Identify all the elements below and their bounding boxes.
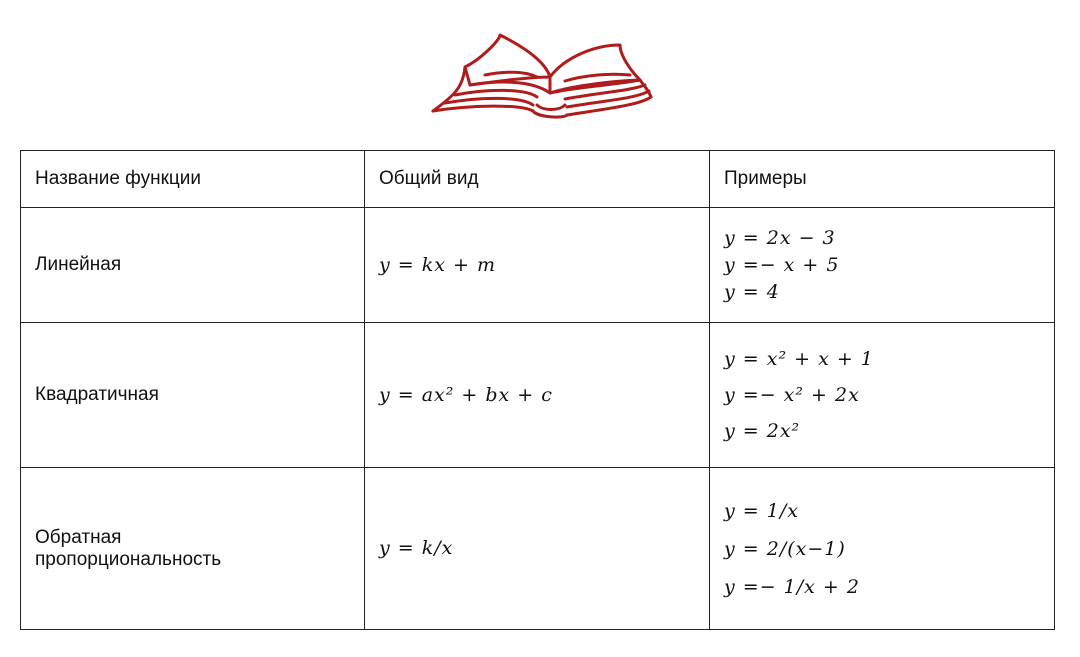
open-book-icon: [425, 25, 655, 125]
header-general-form: Общий вид: [365, 151, 710, 208]
formula: y = ax² + bx + c: [379, 383, 553, 406]
functions-table: [20, 150, 1055, 630]
examples-cell: [710, 468, 1055, 630]
function-name: Квадратичная: [21, 323, 365, 468]
formula: y = k/x: [379, 537, 454, 559]
example: y =− x² + 2x: [724, 384, 860, 406]
table-row: [21, 323, 1055, 468]
example: y = 2x − 3: [724, 226, 836, 249]
header-name: Название функции: [21, 151, 365, 208]
table-row: [21, 208, 1055, 323]
example: y = x² + x + 1: [724, 348, 874, 370]
table-header-row: [21, 151, 1055, 208]
example: y = 4: [724, 280, 780, 303]
formula: y = kx + m: [379, 253, 496, 276]
example: y = 2/(x−1): [724, 537, 846, 560]
examples-cell: [710, 208, 1055, 323]
general-form: [365, 323, 710, 468]
function-name: Линейная: [21, 208, 365, 323]
examples-cell: [710, 323, 1055, 468]
example: y =− x + 5: [724, 253, 840, 276]
function-name-line2: пропорциональность: [35, 548, 222, 570]
function-name-line1: Обратная: [35, 526, 122, 548]
example: y =− 1/x + 2: [724, 575, 860, 598]
header-examples: Примеры: [710, 151, 1055, 208]
function-name: [21, 468, 365, 630]
example: y = 1/x: [724, 499, 799, 522]
general-form: [365, 468, 710, 630]
general-form: [365, 208, 710, 323]
table-row: [21, 468, 1055, 630]
example: y = 2x²: [724, 420, 801, 442]
